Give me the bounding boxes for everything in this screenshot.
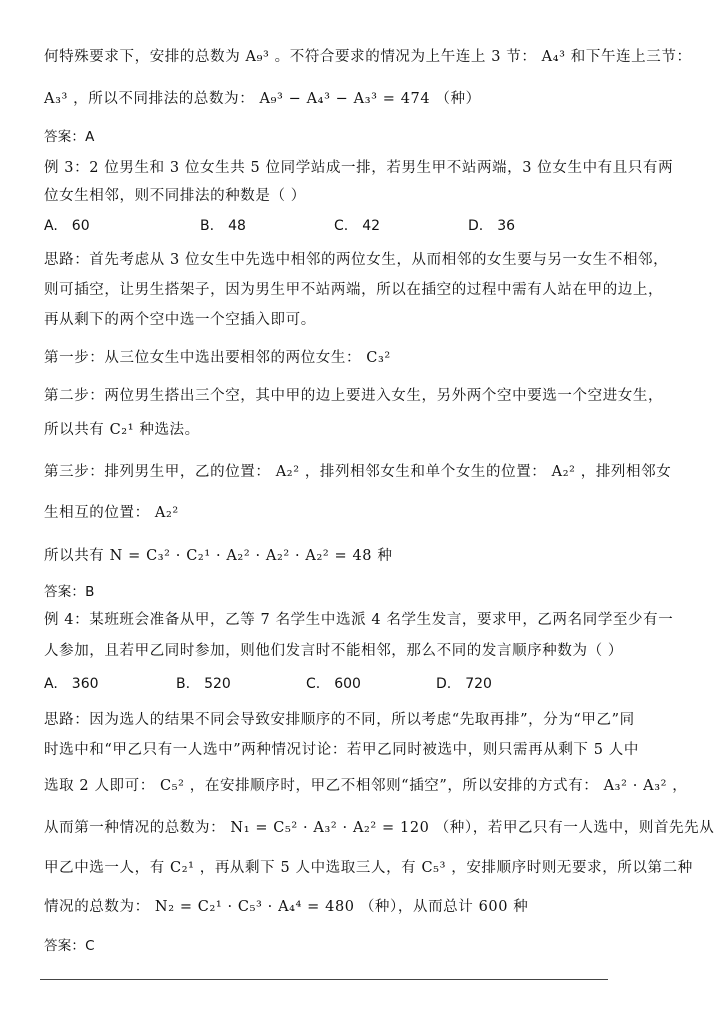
idea-line-3: 再从剩下的两个空中选一个空插入即可。 — [44, 312, 316, 328]
step-1: 第一步：从三位女生中选出要相邻的两位女生： C₃² — [44, 350, 391, 366]
idea4-line-4: 从而第一种情况的总数为： N₁ = C₅² · A₃² · A₂² = 120 （种），若甲乙只有一人选中，则首先先从 — [44, 820, 714, 836]
idea4-line-1: 思路：因为选人的结果不同会导致安排顺序的不同，所以考虑“先取再排”，分为“甲乙”同 — [44, 712, 635, 728]
answer-b: 答案：B — [44, 584, 95, 600]
example-3-line-1: 例 3：2 位男生和 3 位女生共 5 位同学站成一排，若男生甲不站两端，3 位女生中有且只有两 — [44, 160, 674, 176]
idea4-line-5: 甲乙中选一人，有 C₂¹ ，再从剩下 5 人中选取三人，有 C₅³ ，安排顺序时则无要求，所以第二种 — [44, 860, 693, 876]
idea4-line-2: 时选中和“甲乙只有一人选中”两种情况讨论：若甲乙同时被选中，则只需再从剩下 5 人中 — [44, 742, 639, 758]
idea-line-1: 思路：首先考虑从 3 位女生中先选中相邻的两位女生，从而相邻的女生要与另一女生不相邻， — [44, 252, 669, 268]
footer-divider — [40, 979, 608, 980]
total-formula: 所以共有 N = C₃² · C₂¹ · A₂² · A₂² · A₂² = 48 种 — [44, 548, 393, 564]
text-line-1: 何特殊要求下，安排的总数为 A₉³ 。不符合要求的情况为上午连上 3 节： A₄³ 和下午连上三节： — [44, 49, 692, 65]
answer-c: 答案：C — [44, 938, 95, 954]
ex3-option-d: D. 36 — [468, 218, 516, 234]
ex4-option-c: C. 600 — [306, 676, 361, 692]
idea-line-2: 则可插空，让男生搭架子，因为男生甲不站两端，所以在插空的过程中需有人站在甲的边上， — [44, 282, 664, 298]
text-line-2: A₃³ ，所以不同排法的总数为： A₉³ − A₄³ − A₃³ = 474 （种） — [44, 91, 481, 107]
ex4-option-b: B. 520 — [176, 676, 231, 692]
ex4-option-d: D. 720 — [436, 676, 492, 692]
idea4-line-6: 情况的总数为： N₂ = C₂¹ · C₅³ · A₄⁴ = 480 （种），从而总计 600 种 — [44, 899, 529, 915]
ex4-option-a: A. 360 — [44, 676, 99, 692]
step-2-line-1: 第二步：两位男生搭出三个空，其中甲的边上要进入女生，另外两个空中要选一个空进女生， — [44, 388, 664, 404]
step-3-line-1: 第三步：排列男生甲，乙的位置： A₂² ，排列相邻女生和单个女生的位置： A₂² ，排列相邻女 — [44, 464, 672, 480]
ex3-option-b: B. 48 — [200, 218, 246, 234]
ex3-option-c: C. 42 — [334, 218, 381, 234]
example-3-line-2: 位女生相邻，则不同排法的种数是（ ） — [44, 188, 306, 204]
example-4-line-2: 人参加，且若甲乙同时参加，则他们发言时不能相邻，那么不同的发言顺序种数为（ ） — [44, 643, 624, 659]
answer-a: 答案：A — [44, 129, 95, 145]
example-4-line-1: 例 4：某班班会准备从甲，乙等 7 名学生中选派 4 名学生发言，要求甲，乙两名同学至少有一 — [44, 612, 674, 628]
step-3-line-2: 生相互的位置： A₂² — [44, 505, 179, 521]
step-2-line-2: 所以共有 C₂¹ 种选法。 — [44, 422, 200, 438]
ex3-option-a: A. 60 — [44, 218, 90, 234]
idea4-line-3: 选取 2 人即可： C₅² ，在安排顺序时，甲乙不相邻则“插空”，所以安排的方式有： A₃² · A₃² ， — [44, 778, 688, 794]
